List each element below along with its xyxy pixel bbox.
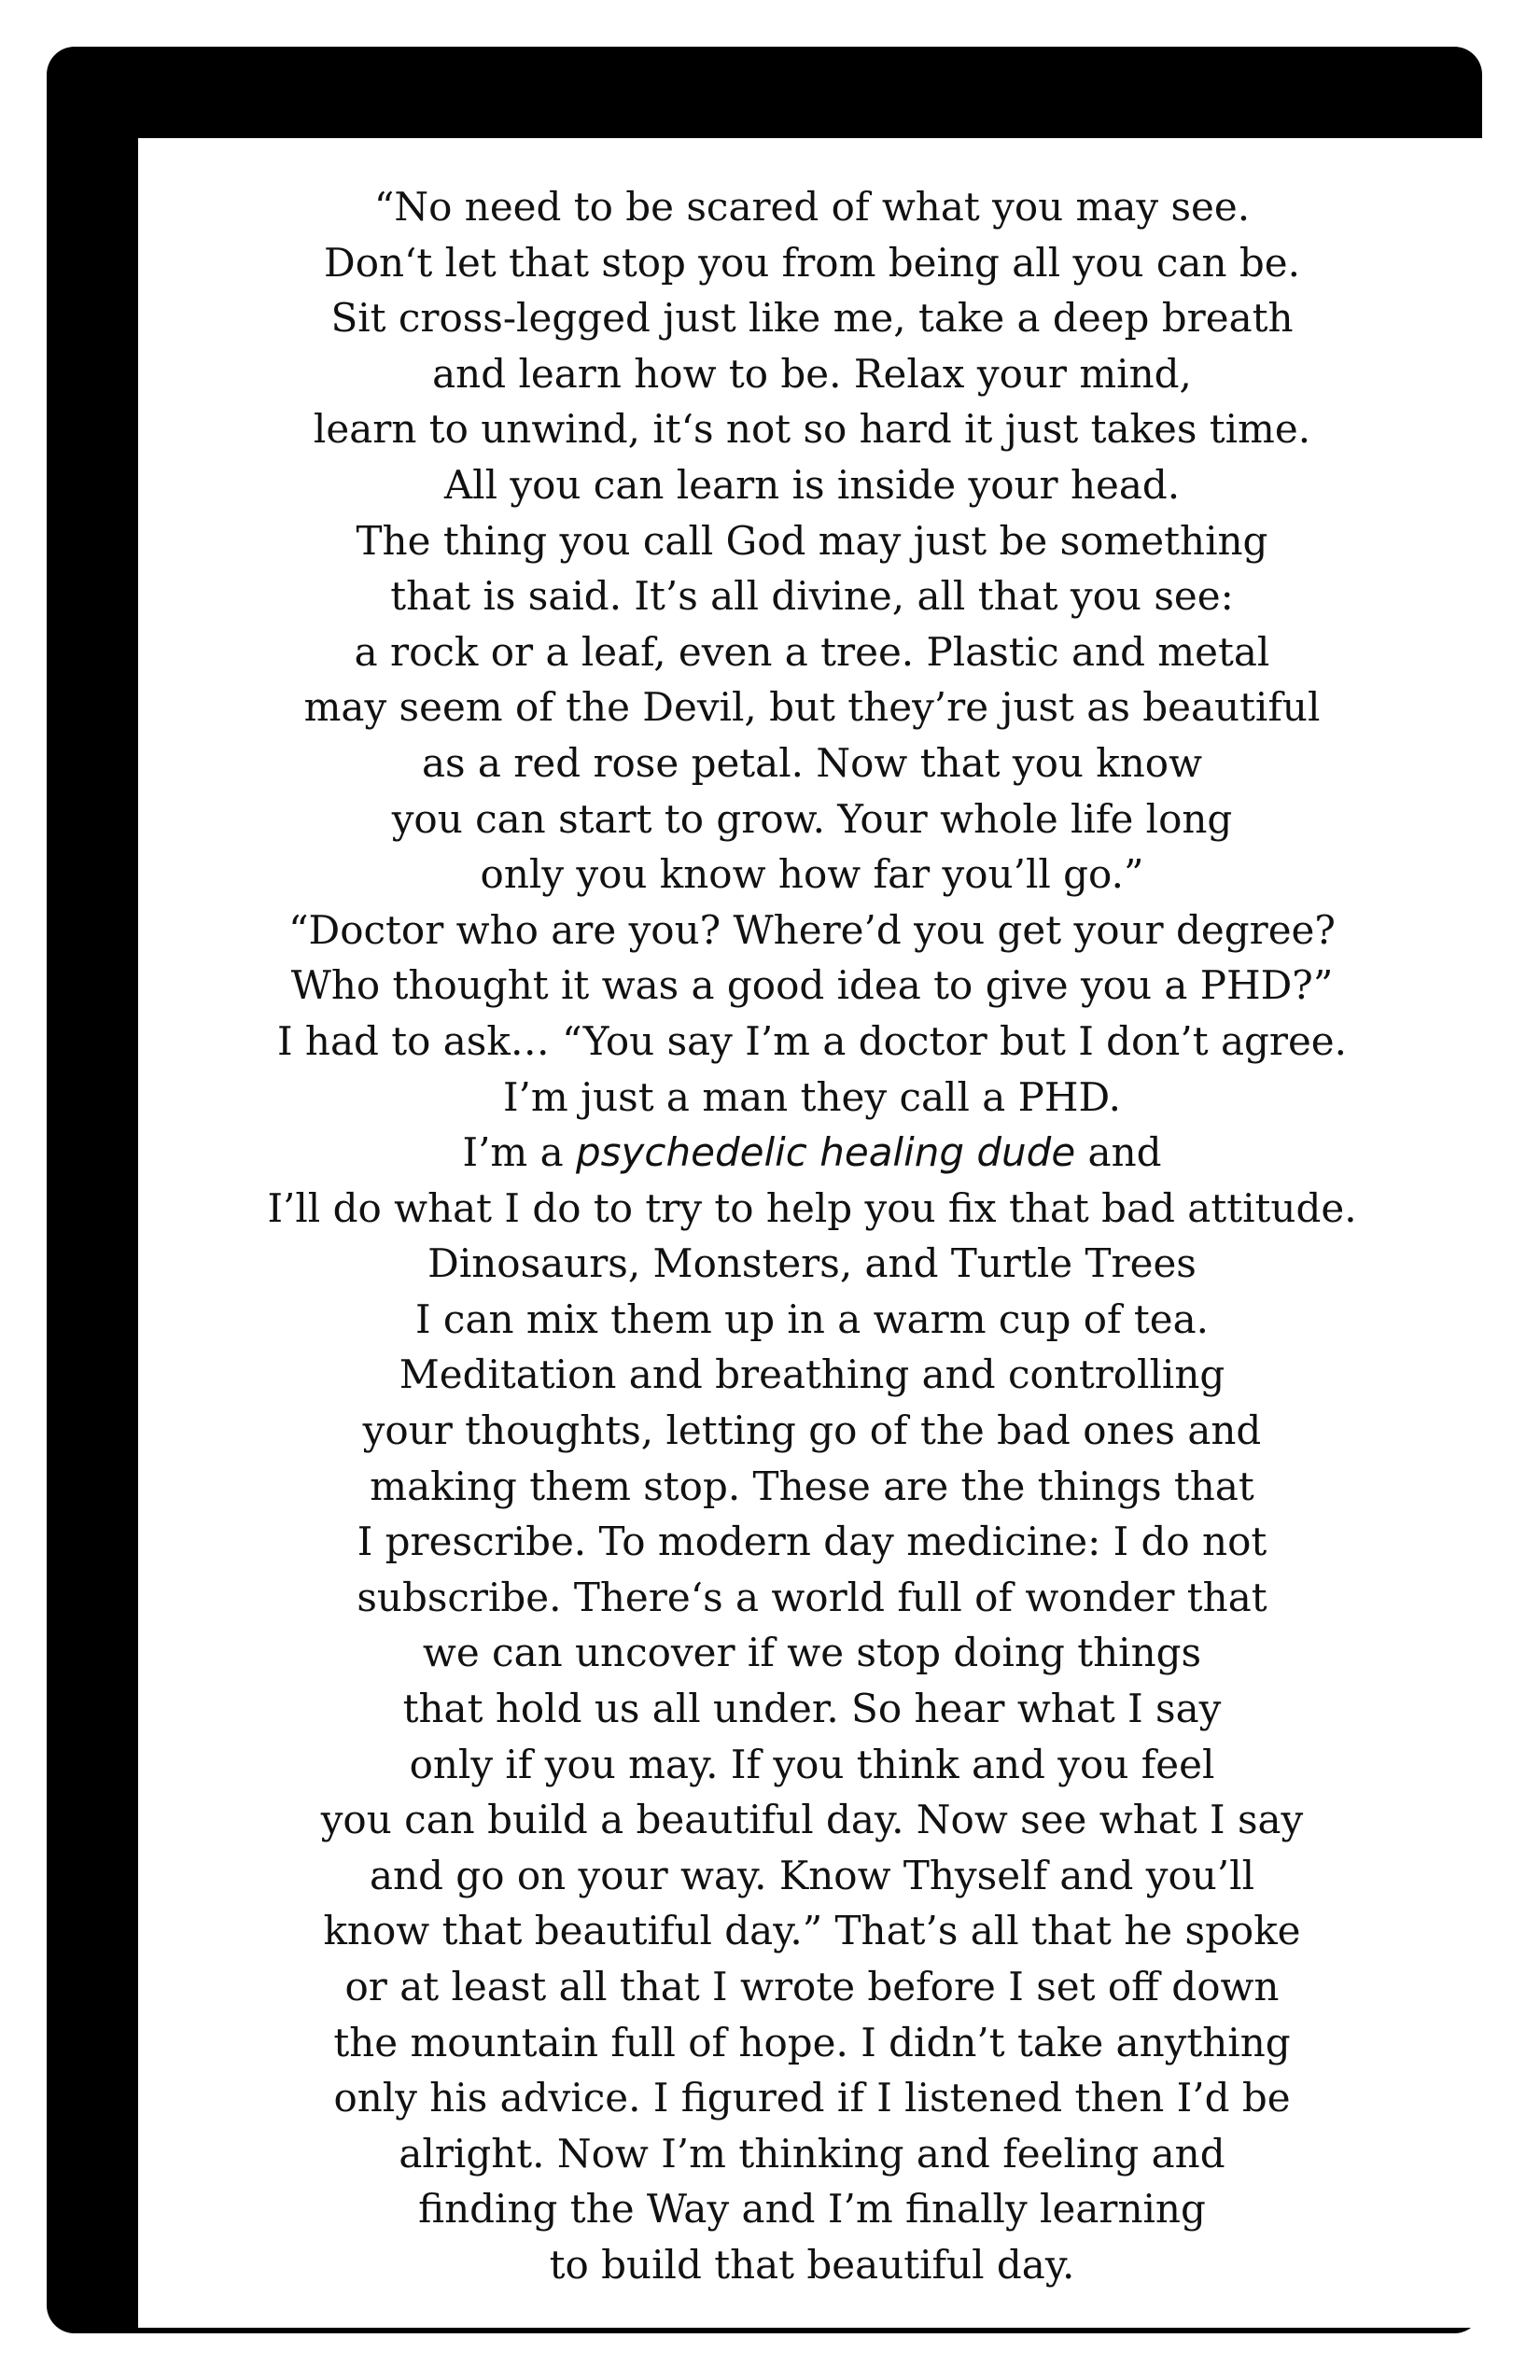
poem-line: may seem of the Devil, but they’re just as beautiful — [303, 684, 1321, 731]
poem-text — [138, 179, 1486, 2293]
poem-line: “No need to be scared of what you may see. — [373, 184, 1251, 230]
poem-line: Don‘t let that stop you from being all you can be. — [324, 239, 1300, 286]
poem-line: subscribe. There‘s a world full of wonder that — [357, 1574, 1267, 1620]
poem-line: a rock or a leaf, even a tree. Plastic and metal — [354, 628, 1270, 675]
poem-line: Sit cross-legged just like me, take a deep breath — [330, 295, 1294, 342]
poem-line: only you know how far you’ll go.” — [480, 851, 1144, 898]
line-after-emphasis: and — [1075, 1129, 1162, 1176]
poem-line: the mountain full of hope. I didn’t take anything — [333, 2019, 1291, 2065]
poem-line: that hold us all under. So hear what I say — [402, 1686, 1222, 1732]
black-border-frame — [47, 47, 1482, 2333]
poem-line: finding the Way and I’m finally learning — [418, 2186, 1206, 2233]
poem-line: we can uncover if we stop doing things — [422, 1630, 1202, 1676]
poem-line: only if you may. If you think and you feel — [409, 1741, 1215, 1787]
emphasis-psychedelic-healing-dude: psychedelic healing dude — [576, 1129, 1076, 1176]
poem-line: or at least all that I wrote before I set off down — [344, 1964, 1280, 2009]
poem-line: I can mix them up in a warm cup of tea. — [414, 1295, 1210, 1342]
poem-page — [138, 138, 1486, 2328]
poem-line: you can start to grow. Your whole life long — [391, 795, 1233, 842]
poem-line: making them stop. These are the things that — [370, 1463, 1254, 1509]
poem-line: your thoughts, letting go of the bad ones and — [362, 1407, 1262, 1454]
poem-line: I prescribe. To modern day medicine: I do not — [357, 1519, 1267, 1565]
poem-line: to build that beautiful day. — [549, 2241, 1075, 2288]
poem-line-emphasis — [138, 1125, 1486, 1181]
poem-line: as a red rose petal. Now that you know — [421, 739, 1203, 786]
poem-line: that is said. It’s all divine, all that you see: — [390, 573, 1234, 620]
poem-line: “Doctor who are you? Where’d you get your degree? — [288, 906, 1336, 953]
poem-line: and go on your way. Know Thyself and you’ll — [369, 1852, 1254, 1898]
poem-line: learn to unwind, it‘s not so hard it just takes time. — [313, 406, 1311, 453]
poem-line: know that beautiful day.” That’s all that he spoke — [323, 1908, 1301, 1954]
poem-line: I had to ask… “You say I’m a doctor but I don’t agree. — [276, 1017, 1348, 1064]
poem-line: Dinosaurs, Monsters, and Turtle Trees — [427, 1240, 1197, 1287]
poem-line: only his advice. I figured if I listened then I’d be — [333, 2075, 1291, 2121]
poem-line: you can build a beautiful day. Now see what I say — [320, 1797, 1304, 1843]
poem-line: alright. Now I’m thinking and feeling and — [399, 2130, 1225, 2177]
poem-line: All you can learn is inside your head. — [443, 461, 1181, 508]
poem-line: Meditation and breathing and controlling — [399, 1351, 1225, 1398]
poem-line: The thing you call God may just be something — [356, 517, 1268, 564]
poem-line: I’ll do what I do to try to help you fix that bad attitude. — [267, 1184, 1357, 1231]
poem-line: I’m just a man they call a PHD. — [502, 1073, 1122, 1120]
line-before-emphasis: I’m a — [462, 1129, 576, 1176]
poem-line: Who thought it was a good idea to give you a PHD?” — [290, 962, 1334, 1009]
poem-line: and learn how to be. Relax your mind, — [432, 350, 1192, 397]
